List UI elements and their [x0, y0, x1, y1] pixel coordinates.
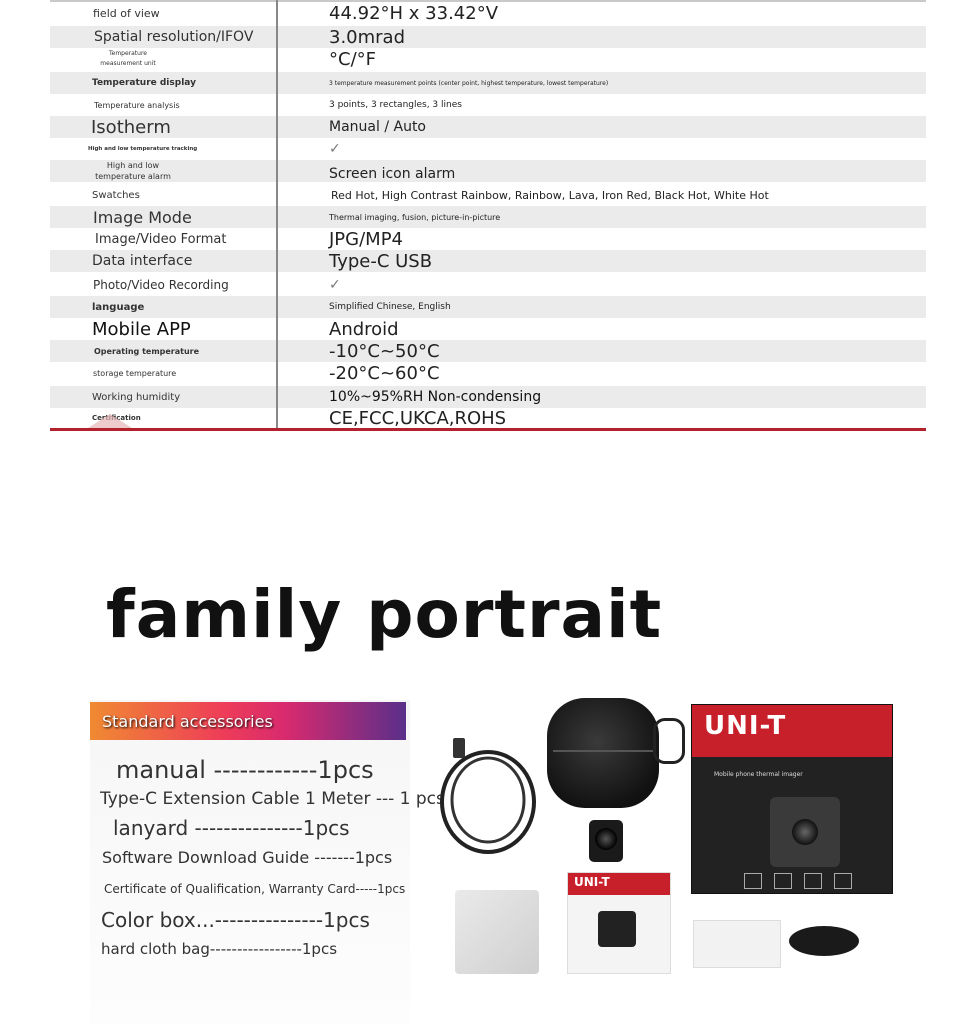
accessory-item: Type-C Extension Cable 1 Meter --- 1 pcs: [100, 789, 445, 809]
spec-value: Type-C USB: [329, 250, 433, 272]
accessory-item: Color box...---------------1pcs: [101, 908, 370, 932]
carry-case: [547, 698, 659, 808]
spec-label: Temperature measurement unit: [100, 50, 156, 67]
check-icon: ✓: [329, 277, 341, 293]
accessories-header-label: Standard accessories: [102, 711, 273, 731]
spec-row-recording: [50, 274, 926, 296]
feature-icon: [774, 873, 792, 889]
user-manual: [567, 872, 671, 974]
spec-label: Spatial resolution/IFOV: [94, 29, 254, 45]
spec-row-data-interface: [50, 250, 926, 272]
spec-value: JPG/MP4: [329, 228, 404, 250]
color-box: [691, 704, 893, 894]
spec-row-isotherm: [50, 116, 926, 138]
spec-value: Red Hot, High Contrast Rainbow, Rainbow, Lava, Iron Red, Black Hot, White Hot: [331, 188, 769, 202]
spec-row-certification: [50, 408, 926, 428]
warranty-card: [693, 920, 781, 968]
spec-label: storage temperature: [93, 368, 177, 378]
spec-label: Operating temperature: [94, 346, 200, 356]
accessory-item: Certificate of Qualification, Warranty Card-----1pcs: [104, 882, 406, 896]
product-photo: [425, 690, 900, 990]
feature-icon: [804, 873, 822, 889]
check-icon: ✓: [329, 141, 341, 157]
decorative-triangle: [88, 414, 132, 428]
spec-row-temperature-alarm: [50, 160, 926, 182]
spec-value: 3 points, 3 rectangles, 3 lines: [329, 100, 462, 110]
feature-icon: [744, 873, 762, 889]
spec-row-storage-temperature: [50, 362, 926, 384]
cleaning-cloth: [455, 890, 539, 974]
spec-value: 10%~95%RH Non-condensing: [329, 389, 542, 405]
spec-value: Manual / Auto: [329, 119, 426, 135]
spec-value: Android: [329, 318, 399, 340]
usb-cable-icon: [433, 734, 543, 858]
box-device-image: [770, 797, 840, 867]
spec-label: language: [92, 301, 145, 313]
spec-row-mobile-app: [50, 318, 926, 340]
spec-label: High and low temperature tracking: [88, 146, 198, 152]
feature-icon: [834, 873, 852, 889]
spec-value: CE,FCC,UKCA,ROHS: [329, 407, 507, 429]
section-title: family portrait: [106, 576, 663, 653]
spec-table: [50, 0, 926, 440]
table-bottom-rule: [50, 428, 926, 431]
spec-label: Image Mode: [93, 207, 192, 227]
accessory-item: Software Download Guide -------1pcs: [102, 848, 393, 867]
spec-row-swatches: [50, 184, 926, 206]
manual-device-image: [598, 911, 636, 947]
spec-label: Certification: [92, 414, 141, 422]
thermal-camera-module: [589, 820, 623, 862]
box-brand-logo: UNI-T: [704, 711, 787, 741]
spec-label: High and low temperature alarm: [95, 161, 171, 181]
spec-value: -10°C~50°C: [329, 340, 440, 362]
spec-row-temperature-tracking: [50, 140, 926, 158]
box-subtitle: Mobile phone thermal imager: [714, 771, 803, 778]
spec-value: Thermal imaging, fusion, picture-in-picture: [329, 212, 501, 222]
accessories-header: [90, 702, 406, 740]
lanyard: [789, 926, 859, 956]
spec-value: -20°C~60°C: [329, 362, 440, 384]
spec-value: °C/°F: [329, 48, 376, 70]
spec-row-operating-temperature: [50, 340, 926, 362]
spec-label: Working humidity: [92, 391, 181, 403]
accessory-item: lanyard ---------------1pcs: [113, 816, 350, 840]
spec-label: field of view: [93, 6, 160, 20]
carabiner-icon: [653, 718, 685, 764]
spec-label: Temperature analysis: [94, 100, 180, 110]
spec-label: Image/Video Format: [95, 231, 227, 247]
spec-row-language: [50, 296, 926, 318]
spec-label: Photo/Video Recording: [93, 278, 229, 292]
spec-label: Swatches: [92, 189, 140, 201]
spec-row-temperature-unit: [50, 48, 926, 70]
spec-value: 3.0mrad: [329, 26, 406, 48]
spec-value: Simplified Chinese, English: [329, 302, 451, 312]
accessory-item: manual ------------1pcs: [116, 756, 374, 784]
spec-label: Data interface: [92, 253, 193, 269]
spec-label: Temperature display: [92, 78, 196, 88]
spec-row-spatial-resolution: [50, 26, 926, 48]
column-divider: [276, 0, 278, 428]
accessory-item: hard cloth bag-----------------1pcs: [101, 940, 338, 958]
spec-row-temperature-analysis: [50, 94, 926, 116]
spec-row-working-humidity: [50, 386, 926, 408]
spec-row-temperature-display: [50, 72, 926, 94]
spec-value: 3 temperature measurement points (center point, highest temperature, lowest temperature): [329, 79, 609, 87]
spec-row-image-video-format: [50, 228, 926, 250]
accessories-panel: [90, 700, 445, 1024]
spec-label: Mobile APP: [92, 318, 191, 340]
spec-value: Screen icon alarm: [329, 166, 456, 182]
spec-label: Isotherm: [91, 116, 171, 138]
spec-row-field-of-view: [50, 2, 926, 24]
spec-row-image-mode: [50, 206, 926, 228]
spec-value: 44.92°H x 33.42°V: [329, 2, 499, 24]
manual-brand-logo: UNI-T: [574, 875, 610, 889]
